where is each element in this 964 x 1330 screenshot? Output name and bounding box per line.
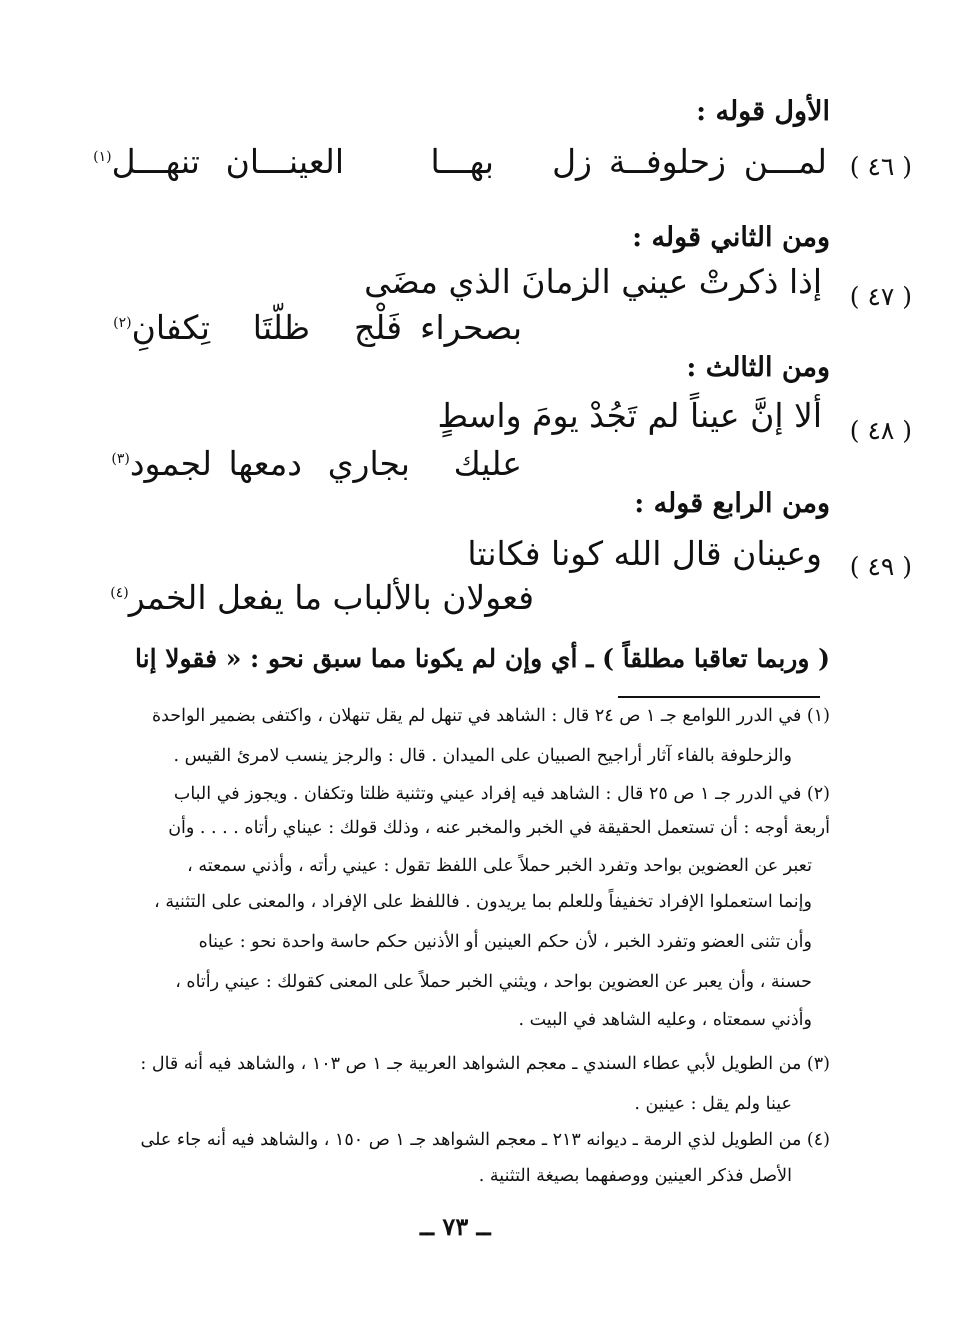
footnote-line: وأذني سمعتاه ، وعليه الشاهد في البيت . (518, 1010, 812, 1030)
footnote-marker: (٢) (113, 315, 132, 331)
verse-intro: الأول قوله : (696, 96, 830, 127)
verse-word: بصحراء (420, 308, 522, 347)
footnote-marker: (٤) (110, 585, 129, 601)
verse-word: العينـــان (225, 142, 344, 181)
footnote-line: أربعة أوجه : أن تستعمل الحقيقة في الخبر والمخبر عنه ، وذلك قولك : عيناي رأتاه . . . . وأن (168, 818, 830, 838)
verse-word (111, 444, 212, 483)
verse-word (93, 142, 200, 181)
verse-number: ( ٤٦ ) (849, 152, 912, 181)
footnote-marker: (٣) (111, 451, 130, 467)
footnote-line: عينا ولم يقل : عينين . (634, 1094, 792, 1114)
verse-word: ظلّتَا (252, 308, 310, 347)
verse-word: عليك (453, 444, 522, 483)
footnote-line: (١) في الدرر اللوامع جـ ١ ص ٢٤ قال : الشاهد في تنهل لم يقل تنهلان ، واكتفى بضمير الواحدة (151, 706, 830, 726)
verse-first-hemistich: ألا إنَّ عيناً لم تَجُدْ يومَ واسطٍ (437, 396, 822, 435)
verse-first-hemistich: إذا ذكرتْ عيني الزمانَ الذي مضَى (364, 262, 822, 301)
footnote-line: حسنة ، وأن يعبر عن العضوين بواحد ، ويثني الخبر حملاً على المعنى كقولك : عيني رأتاه ، (175, 972, 812, 992)
footnote-line: والزحلوفة بالفاء آثار أراجيح الصبيان على الميدان . قال : والرجز ينسب لامرئ القيس . (173, 746, 792, 766)
verse-intro: ومن الثاني قوله : (632, 222, 830, 253)
verse-word: فَلْج (353, 308, 402, 347)
verse-word: لمـــن (743, 142, 827, 181)
body-text-line: ( وربما تعاقبا مطلقاً ) ـ أي وإن لم يكونا مما سبق نحو : « فقولا إنا (135, 644, 830, 673)
footnote-line: تعبر عن العضوين بواحد وتفرد الخبر حملاً على اللفظ تقول : عيني رأته ، وأذني سمعته ، (187, 856, 812, 876)
verse-number: ( ٤٨ ) (849, 416, 912, 445)
page-number: ــ ٧٣ ــ (420, 1212, 491, 1241)
verse-word-text: تنهـــل (111, 142, 200, 181)
verse-word: زحلوفــة (608, 142, 726, 181)
verse-word-text: تِكفانِ (131, 308, 210, 347)
verse-word: دمعها (228, 444, 302, 483)
verse-word: بجاري (327, 444, 410, 483)
verse-number: ( ٤٩ ) (849, 552, 912, 581)
footnote-line: وأن تثنى العضو وتفرد الخبر ، لأن حكم العينين أو الأذنين حكم حاسة واحدة نحو : عيناه (198, 932, 812, 952)
verse-word: بهـــا (430, 142, 494, 181)
verse-first-hemistich: وعينان قال الله كونا فكانتا (467, 534, 822, 573)
verse-second-hemistich-text: فعولان بالألباب ما يفعل الخمر (128, 578, 534, 617)
footnote-separator (618, 696, 820, 698)
footnote-line: الأصل فذكر العينين ووصفهما بصيغة التثنية . (478, 1166, 792, 1186)
verse-number: ( ٤٧ ) (849, 282, 912, 311)
verse-intro: ومن الثالث : (686, 352, 830, 383)
footnote-line: (٢) في الدرر جـ ١ ص ٢٥ قال : الشاهد فيه إفراد عيني وتثنية ظلتا وتكفان . ويجوز في الباب (173, 784, 830, 804)
verse-second-hemistich (110, 578, 534, 617)
verse-word-text: لجمود (129, 444, 212, 483)
footnote-line: وإنما استعملوا الإفراد تخفيفاً وللعلم بما يريدون . فاللفظ على الإفراد ، والمعنى على التثنية ، (154, 892, 812, 912)
footnote-marker: (١) (93, 149, 112, 165)
verse-intro: ومن الرابع قوله : (634, 488, 830, 519)
verse-word (113, 308, 210, 347)
footnote-line: (٤) من الطويل لذي الرمة ـ ديوانه ٢١٣ ـ معجم الشواهد جـ ١ ص ١٥٠ ، والشاهد فيه أنه جاء على (140, 1130, 830, 1150)
footnote-line: (٣) من الطويل لأبي عطاء السندي ـ معجم الشواهد العربية جـ ١ ص ١٠٣ ، والشاهد فيه أنه قال : (140, 1054, 830, 1074)
verse-word: زل (552, 142, 592, 181)
